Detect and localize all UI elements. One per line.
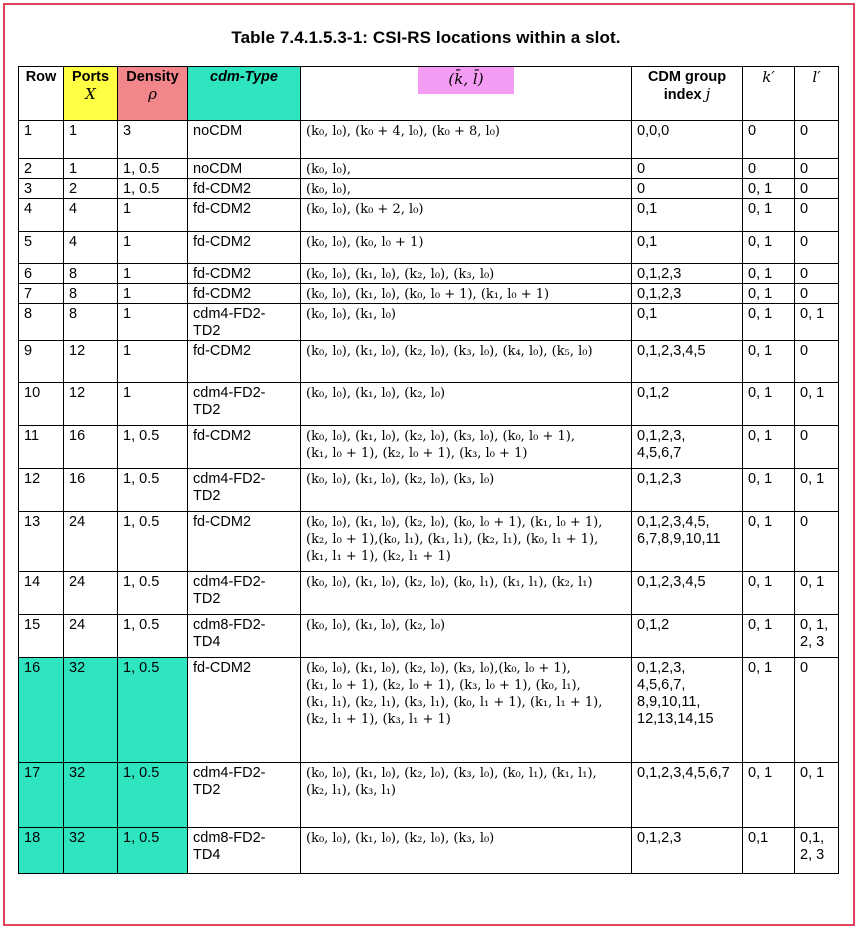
cell-density: 1, 0.5	[118, 615, 188, 658]
cell-ports: 8	[64, 284, 118, 304]
cell-ports: 1	[64, 159, 118, 179]
cell-kprime: 0, 1	[743, 232, 795, 264]
cell-kprime: 0, 1	[743, 284, 795, 304]
header-cdm-type: cdm-Type	[188, 67, 301, 121]
cell-density: 1	[118, 284, 188, 304]
cell-density: 1, 0.5	[118, 426, 188, 469]
kl-symbol: (k̄, l̄)	[418, 67, 513, 94]
table-row	[19, 199, 839, 232]
cell-ports: 8	[64, 304, 118, 341]
cell-cdm-group: 0,1,2,3	[632, 264, 743, 284]
cell-row: 18	[19, 828, 64, 874]
cell-ports: 4	[64, 232, 118, 264]
cell-kl: (k₀, l₀), (k₀ + 2, l₀)	[301, 199, 632, 232]
cell-cdm-group: 0,1,2,3	[632, 828, 743, 874]
header-cdm-group-index: CDM group index j	[632, 67, 743, 121]
cell-density: 1, 0.5	[118, 572, 188, 615]
cell-kprime: 0, 1	[743, 615, 795, 658]
cell-lprime: 0	[795, 341, 839, 383]
cell-cdm-group: 0,1	[632, 304, 743, 341]
cell-kprime: 0, 1	[743, 179, 795, 199]
cell-density: 1	[118, 264, 188, 284]
cell-density: 1, 0.5	[118, 179, 188, 199]
cell-kprime: 0, 1	[743, 469, 795, 512]
table-row	[19, 179, 839, 199]
cell-cdm-type: fd-CDM2	[188, 232, 301, 264]
cell-lprime: 0	[795, 426, 839, 469]
header-density: Density ρ	[118, 67, 188, 121]
cell-ports: 24	[64, 512, 118, 572]
cell-kprime: 0, 1	[743, 199, 795, 232]
table-row	[19, 512, 839, 572]
cell-lprime: 0	[795, 264, 839, 284]
cell-cdm-type: fd-CDM2	[188, 264, 301, 284]
cell-cdm-group: 0,1,2	[632, 615, 743, 658]
cell-ports: 32	[64, 828, 118, 874]
cell-kl: (k₀, l₀),	[301, 159, 632, 179]
cell-lprime: 0,1, 2, 3	[795, 828, 839, 874]
header-ports: Ports X	[64, 67, 118, 121]
table-row	[19, 284, 839, 304]
table-row	[19, 828, 839, 874]
cell-density: 1, 0.5	[118, 159, 188, 179]
cell-lprime: 0, 1	[795, 383, 839, 426]
cell-kl: (k₀, l₀), (k₁, l₀), (k₂, l₀), (k₃, l₀), (k₀, l₀ + 1), (k₁, l₀ + 1), (k₂, l₀ + 1), (k₃, l₀ + 1)	[301, 426, 632, 469]
header-row	[19, 67, 839, 121]
cell-cdm-type: fd-CDM2	[188, 341, 301, 383]
cell-lprime: 0, 1	[795, 469, 839, 512]
header-kl	[301, 67, 632, 121]
cell-kl: (k₀, l₀), (k₁, l₀), (k₂, l₀), (k₃, l₀), (k₄, l₀), (k₅, l₀)	[301, 341, 632, 383]
cell-lprime: 0	[795, 179, 839, 199]
cell-lprime: 0	[795, 199, 839, 232]
cell-ports: 24	[64, 572, 118, 615]
cell-row: 11	[19, 426, 64, 469]
cell-ports: 1	[64, 121, 118, 159]
cell-cdm-group: 0,1,2	[632, 383, 743, 426]
table-row	[19, 383, 839, 426]
cell-ports: 4	[64, 199, 118, 232]
cell-cdm-group: 0,1	[632, 199, 743, 232]
table-row	[19, 426, 839, 469]
table-row	[19, 121, 839, 159]
cell-ports: 2	[64, 179, 118, 199]
cell-kprime: 0, 1	[743, 264, 795, 284]
cell-cdm-type: cdm4-FD2- TD2	[188, 383, 301, 426]
cell-lprime: 0, 1, 2, 3	[795, 615, 839, 658]
cell-lprime: 0	[795, 121, 839, 159]
cell-row: 9	[19, 341, 64, 383]
cell-cdm-type: cdm4-FD2- TD2	[188, 304, 301, 341]
table-row	[19, 615, 839, 658]
table-title: Table 7.4.1.5.3-1: CSI-RS locations within a slot.	[231, 28, 621, 47]
cell-cdm-group: 0,1	[632, 232, 743, 264]
table-row	[19, 304, 839, 341]
cell-row: 3	[19, 179, 64, 199]
cell-cdm-type: noCDM	[188, 121, 301, 159]
cell-row: 16	[19, 658, 64, 763]
cell-kl: (k₀, l₀), (k₁, l₀), (k₂, l₀), (k₃, l₀)	[301, 828, 632, 874]
table-row	[19, 264, 839, 284]
cell-kprime: 0	[743, 121, 795, 159]
ports-symbol: X	[85, 85, 96, 103]
cell-row: 10	[19, 383, 64, 426]
cell-cdm-type: fd-CDM2	[188, 199, 301, 232]
cell-kl: (k₀, l₀), (k₁, l₀)	[301, 304, 632, 341]
cell-row: 2	[19, 159, 64, 179]
cell-cdm-group: 0	[632, 179, 743, 199]
cell-cdm-type: fd-CDM2	[188, 179, 301, 199]
cell-density: 1, 0.5	[118, 658, 188, 763]
cell-density: 1	[118, 232, 188, 264]
cell-row: 7	[19, 284, 64, 304]
cell-kl: (k₀, l₀), (k₁, l₀), (k₂, l₀)	[301, 615, 632, 658]
cell-cdm-type: fd-CDM2	[188, 512, 301, 572]
cell-cdm-type: fd-CDM2	[188, 658, 301, 763]
cell-cdm-type: fd-CDM2	[188, 426, 301, 469]
cell-lprime: 0, 1	[795, 572, 839, 615]
cell-ports: 12	[64, 341, 118, 383]
cell-row: 1	[19, 121, 64, 159]
cell-cdm-type: fd-CDM2	[188, 284, 301, 304]
cell-row: 17	[19, 763, 64, 828]
cell-cdm-group: 0	[632, 159, 743, 179]
cell-density: 1, 0.5	[118, 828, 188, 874]
cell-ports: 32	[64, 658, 118, 763]
cell-cdm-group: 0,1,2,3	[632, 469, 743, 512]
table-row	[19, 341, 839, 383]
cell-kl: (k₀, l₀), (k₀, l₀ + 1)	[301, 232, 632, 264]
cell-row: 13	[19, 512, 64, 572]
cell-density: 1	[118, 304, 188, 341]
cell-ports: 24	[64, 615, 118, 658]
cell-kprime: 0, 1	[743, 572, 795, 615]
cell-kprime: 0, 1	[743, 763, 795, 828]
cell-kl: (k₀, l₀), (k₁, l₀), (k₀, l₀ + 1), (k₁, l₀ + 1)	[301, 284, 632, 304]
cell-kprime: 0, 1	[743, 426, 795, 469]
cell-cdm-group: 0,1,2,3	[632, 284, 743, 304]
cell-row: 15	[19, 615, 64, 658]
cell-density: 1	[118, 383, 188, 426]
cell-density: 1	[118, 199, 188, 232]
cell-cdm-group: 0,1,2,3,4,5	[632, 572, 743, 615]
cell-density: 1, 0.5	[118, 469, 188, 512]
csi-rs-table	[18, 66, 839, 874]
cell-ports: 8	[64, 264, 118, 284]
cell-row: 4	[19, 199, 64, 232]
cell-lprime: 0	[795, 512, 839, 572]
cell-lprime: 0, 1	[795, 763, 839, 828]
cell-density: 3	[118, 121, 188, 159]
header-kprime: k′	[743, 67, 795, 121]
cell-lprime: 0, 1	[795, 304, 839, 341]
cell-kl: (k₀, l₀), (k₀ + 4, l₀), (k₀ + 8, l₀)	[301, 121, 632, 159]
cell-kl: (k₀, l₀), (k₁, l₀), (k₂, l₀), (k₀, l₁), (k₁, l₁), (k₂, l₁)	[301, 572, 632, 615]
cell-lprime: 0	[795, 658, 839, 763]
cell-cdm-group: 0,1,2,3,4,5, 6,7,8,9,10,11	[632, 512, 743, 572]
cell-ports: 16	[64, 426, 118, 469]
cell-kprime: 0, 1	[743, 512, 795, 572]
cell-kprime: 0, 1	[743, 658, 795, 763]
density-symbol: ρ	[148, 85, 157, 103]
cell-cdm-group: 0,0,0	[632, 121, 743, 159]
cell-kprime: 0, 1	[743, 304, 795, 341]
cell-cdm-type: cdm4-FD2- TD2	[188, 469, 301, 512]
cell-kl: (k₀, l₀), (k₁, l₀), (k₂, l₀), (k₀, l₀ + 1), (k₁, l₀ + 1), (k₂, l₀ + 1),(k₀, l₁), (k₁, l₁), (k₂, l₁), (k₀, l₁ + 1), (k₁, l₁ + 1), (k₂, l₁ + 1)	[301, 512, 632, 572]
cell-cdm-group: 0,1,2,3, 4,5,6,7	[632, 426, 743, 469]
cell-row: 5	[19, 232, 64, 264]
cell-kl: (k₀, l₀), (k₁, l₀), (k₂, l₀), (k₃, l₀), (k₀, l₁), (k₁, l₁), (k₂, l₁), (k₃, l₁)	[301, 763, 632, 828]
cell-ports: 12	[64, 383, 118, 426]
cell-density: 1	[118, 341, 188, 383]
cell-cdm-type: cdm4-FD2- TD2	[188, 572, 301, 615]
cell-kprime: 0, 1	[743, 383, 795, 426]
cell-cdm-type: cdm8-FD2- TD4	[188, 615, 301, 658]
cell-kl: (k₀, l₀), (k₁, l₀), (k₂, l₀), (k₃, l₀),(k₀, l₀ + 1), (k₁, l₀ + 1), (k₂, l₀ + 1), (k₃, l₀ + 1), (k₀, l₁), (k₁, l₁), (k₂, l₁), (k₃, l₁), (k₀, l₁ + 1), (k₁, l₁ + 1), (k₂, l₁ + 1), (k₃, l₁ + 1)	[301, 658, 632, 763]
cell-kprime: 0,1	[743, 828, 795, 874]
cell-ports: 32	[64, 763, 118, 828]
cell-kl: (k₀, l₀), (k₁, l₀), (k₂, l₀), (k₃, l₀)	[301, 469, 632, 512]
cell-kl: (k₀, l₀), (k₁, l₀), (k₂, l₀)	[301, 383, 632, 426]
cell-kprime: 0	[743, 159, 795, 179]
cell-cdm-type: cdm8-FD2- TD4	[188, 828, 301, 874]
cell-cdm-group: 0,1,2,3,4,5,6,7	[632, 763, 743, 828]
cell-lprime: 0	[795, 284, 839, 304]
cell-density: 1, 0.5	[118, 763, 188, 828]
table-row	[19, 658, 839, 763]
cell-kprime: 0, 1	[743, 341, 795, 383]
header-row-label: Row	[19, 67, 64, 121]
table-row	[19, 572, 839, 615]
table-row	[19, 232, 839, 264]
cell-row: 8	[19, 304, 64, 341]
cell-density: 1, 0.5	[118, 512, 188, 572]
table-row	[19, 469, 839, 512]
cell-cdm-type: noCDM	[188, 159, 301, 179]
cell-row: 12	[19, 469, 64, 512]
table-row	[19, 763, 839, 828]
table-row	[19, 159, 839, 179]
cell-row: 14	[19, 572, 64, 615]
cell-lprime: 0	[795, 159, 839, 179]
cell-ports: 16	[64, 469, 118, 512]
cell-cdm-type: cdm4-FD2- TD2	[188, 763, 301, 828]
cell-kl: (k₀, l₀),	[301, 179, 632, 199]
header-lprime: l′	[795, 67, 839, 121]
cell-cdm-group: 0,1,2,3, 4,5,6,7, 8,9,10,11, 12,13,14,15	[632, 658, 743, 763]
cell-cdm-group: 0,1,2,3,4,5	[632, 341, 743, 383]
cell-kl: (k₀, l₀), (k₁, l₀), (k₂, l₀), (k₃, l₀)	[301, 264, 632, 284]
cell-row: 6	[19, 264, 64, 284]
cell-lprime: 0	[795, 232, 839, 264]
